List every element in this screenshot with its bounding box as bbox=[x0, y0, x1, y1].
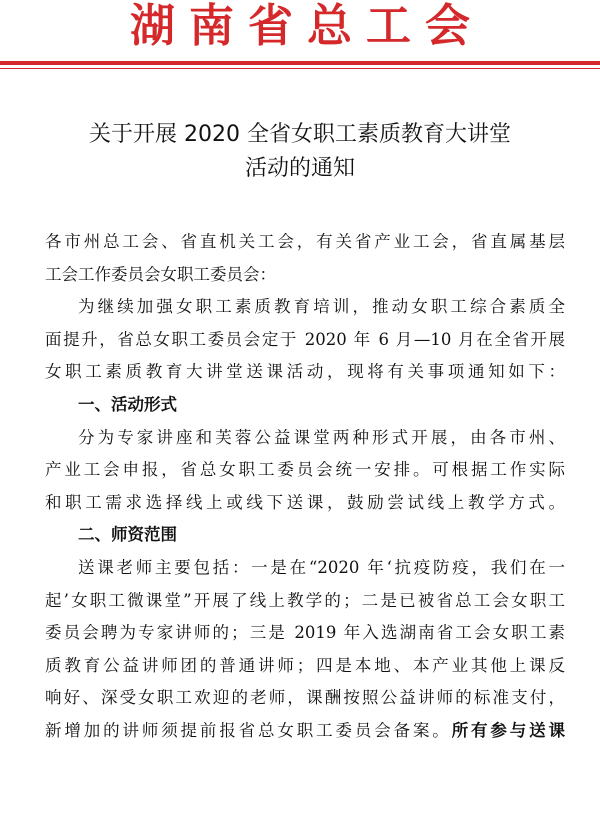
section2-line-6-bold-text: 所有参与送课 bbox=[451, 720, 566, 740]
section2-line-3: 委员会聘为专家讲师的；三是 2019 年入选湖南省工会女职工素 bbox=[45, 623, 565, 643]
section2-line-6-text: 新增加的讲师须提前报省总女职工委员会备案。 bbox=[45, 720, 452, 740]
section2-line-4: 质教育公益讲师团的普通讲师；四是本地、本产业其他上课反 bbox=[45, 655, 565, 675]
masthead-rule-thick bbox=[0, 61, 600, 65]
section1-line-1: 分为专家讲座和芙蓉公益课堂两种形式开展，由各市州、 bbox=[78, 427, 565, 447]
notice-body bbox=[45, 226, 565, 748]
section1-line-2: 产业工会申报，省总女职工委员会统一安排。可根据工作实际 bbox=[45, 460, 565, 480]
salutation-line-1: 各市州总工会、省直机关工会，有关省产业工会，省直属基层 bbox=[45, 232, 565, 251]
notice-title bbox=[0, 118, 600, 186]
notice-title-line-2: 活动的通知 bbox=[244, 156, 355, 181]
section-heading-activity-form: 一、活动形式 bbox=[78, 394, 177, 414]
section2-line-1: 送课老师主要包括：一是在“2020 年‘抗疫防疫，我们在一 bbox=[78, 557, 565, 577]
masthead-rule-thin bbox=[0, 68, 600, 69]
section2-line-6 bbox=[45, 715, 565, 748]
section-heading-teachers: 二、师资范围 bbox=[78, 525, 177, 545]
intro-line-2: 面提升，省总女职工委员会定于 2020 年 6 月—10 月在全省开展 bbox=[45, 329, 565, 349]
notice-title-line-1: 关于开展 2020 全省女职工素质教育大讲堂 bbox=[89, 122, 511, 147]
section2-line-5: 响好、深受女职工欢迎的老师，课酬按照公益讲师的标准支付， bbox=[45, 688, 565, 708]
salutation-line-2: 工会工作委员会女职工委员会： bbox=[45, 264, 276, 284]
section2-line-2: 起’女职工微课堂”开展了线上教学的；二是已被省总工会女职工 bbox=[45, 590, 565, 610]
intro-line-1: 为继续加强女职工素质教育培训，推动女职工综合素质全 bbox=[78, 297, 565, 317]
intro-line-3: 女职工素质教育大讲堂送课活动，现将有关事项通知如下： bbox=[45, 362, 565, 382]
masthead-title: 湖南省总工会 bbox=[129, 0, 484, 52]
section1-line-3: 和职工需求选择线上或线下送课，鼓励尝试线上教学方式。 bbox=[45, 492, 565, 512]
